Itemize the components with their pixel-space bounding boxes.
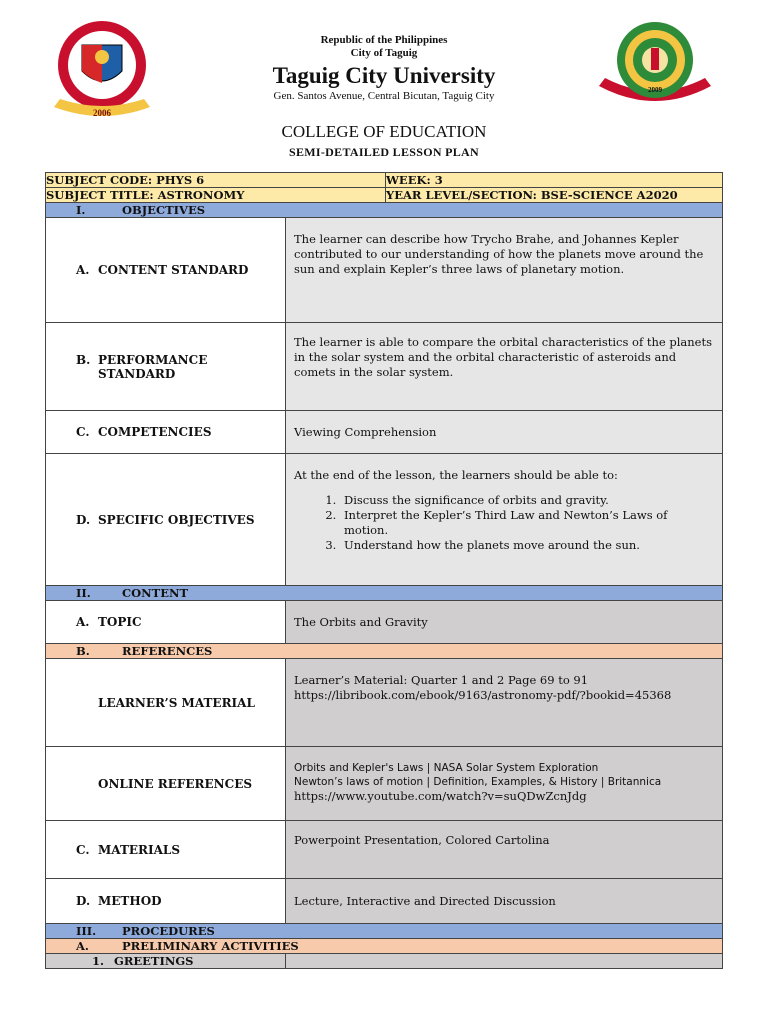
row-label: TOPIC [98, 615, 142, 629]
row-content: The learner can describe how Trycho Brahe, and Johannes Kepler contributed to our understanding of how the planets move around the sun and explain Kepler’s three laws of planetary motion. [286, 218, 723, 323]
row-letter: D. [76, 894, 91, 908]
info-row [46, 173, 723, 188]
section-procedures [46, 924, 723, 939]
row-label: PERFORMANCE STANDARD [98, 352, 208, 381]
row-content: Powerpoint Presentation, Colored Cartolina [286, 821, 723, 879]
section-title: PROCEDURES [122, 924, 215, 938]
section-title: CONTENT [122, 586, 189, 600]
plan-title: SEMI-DETAILED LESSON PLAN [289, 145, 479, 159]
address-line: Gen. Santos Avenue, Central Bicutan, Taguig City [273, 90, 495, 102]
taguig-city-university-seal [44, 17, 160, 121]
objectives-list [294, 493, 714, 553]
section-letter: B. [76, 644, 90, 658]
row-method [46, 879, 723, 924]
row-online-references [46, 747, 723, 821]
row-letter: C. [76, 425, 90, 439]
row-letter: B. [76, 352, 91, 367]
reference-link[interactable]: https://libribook.com/ebook/9163/astronomy-pdf/?bookid=45368 [294, 688, 672, 702]
section-number: I. [76, 203, 86, 217]
republic-line: Republic of the Philippines [320, 34, 448, 46]
row-label: GREETINGS [114, 954, 194, 968]
row-performance-standard [46, 323, 723, 411]
reference-link[interactable]: https://www.youtube.com/watch?v=suQDwZcnJdg [294, 789, 587, 803]
college-seal [589, 16, 721, 114]
row-label: SPECIFIC OBJECTIVES [98, 512, 255, 527]
row-label: MATERIALS [98, 842, 181, 857]
letterhead [200, 34, 568, 103]
section-title: PRELIMINARY ACTIVITIES [122, 939, 299, 953]
lesson-plan-table [45, 172, 723, 969]
section-number: III. [76, 924, 97, 938]
objectives-intro: At the end of the lesson, the learners should be able to: [294, 468, 618, 482]
seal-year: 2006 [93, 108, 111, 118]
section-title: OBJECTIVES [122, 203, 206, 217]
college-title: COLLEGE OF EDUCATION [281, 122, 487, 141]
row-number: 1. [92, 954, 105, 968]
list-item: 2. Interpret the Kepler’s Third Law and Newton’s Laws of motion. [340, 508, 714, 538]
row-letter: A. [76, 615, 90, 629]
section-references [46, 644, 723, 659]
year-level-section: YEAR LEVEL/SECTION: BSE-SCIENCE A2020 [386, 188, 723, 203]
info-row [46, 188, 723, 203]
city-line: City of Taguig [350, 47, 418, 59]
row-content: Viewing Comprehension [286, 411, 723, 454]
row-content-standard [46, 218, 723, 323]
row-content: Lecture, Interactive and Directed Discussion [286, 879, 723, 924]
university-name: Taguig City University [272, 63, 496, 88]
row-competencies [46, 411, 723, 454]
row-label: COMPETENCIES [98, 425, 212, 439]
week: WEEK: 3 [386, 173, 723, 188]
row-letter: A. [76, 263, 90, 277]
reference-text: Learner’s Material: Quarter 1 and 2 Page 69 to 91 [294, 673, 589, 687]
seal-year: 2009 [648, 86, 662, 94]
section-letter: A. [76, 939, 89, 953]
section-objectives [46, 203, 723, 218]
row-letter: D. [76, 512, 91, 527]
row-label: METHOD [98, 894, 162, 908]
row-content: The Orbits and Gravity [286, 601, 723, 644]
section-content [46, 586, 723, 601]
section-title: REFERENCES [122, 644, 213, 658]
list-item: 1. Discuss the significance of orbits and gravity. [340, 493, 714, 508]
row-label: ONLINE REFERENCES [98, 776, 253, 791]
row-label: CONTENT STANDARD [98, 263, 249, 277]
row-learners-material [46, 659, 723, 747]
section-number: II. [76, 586, 91, 600]
section-preliminary [46, 939, 723, 954]
row-specific-objectives [46, 454, 723, 586]
reference-link[interactable]: Orbits and Kepler's Laws | NASA Solar System Exploration [294, 762, 599, 774]
row-label: LEARNER’S MATERIAL [98, 695, 255, 710]
row-topic [46, 601, 723, 644]
row-greetings [46, 954, 723, 969]
subject-code: SUBJECT CODE: PHYS 6 [46, 173, 386, 188]
reference-link[interactable]: Newton’s laws of motion | Definition, Examples, & History | Britannica [294, 776, 662, 788]
subject-title: SUBJECT TITLE: ASTRONOMY [46, 188, 386, 203]
row-letter: C. [76, 842, 90, 857]
list-item: 3. Understand how the planets move around the sun. [340, 538, 714, 553]
row-materials [46, 821, 723, 879]
row-content: The learner is able to compare the orbital characteristics of the planets in the solar system and the orbital characteristic of asteroids and comets in the solar system. [286, 323, 723, 411]
